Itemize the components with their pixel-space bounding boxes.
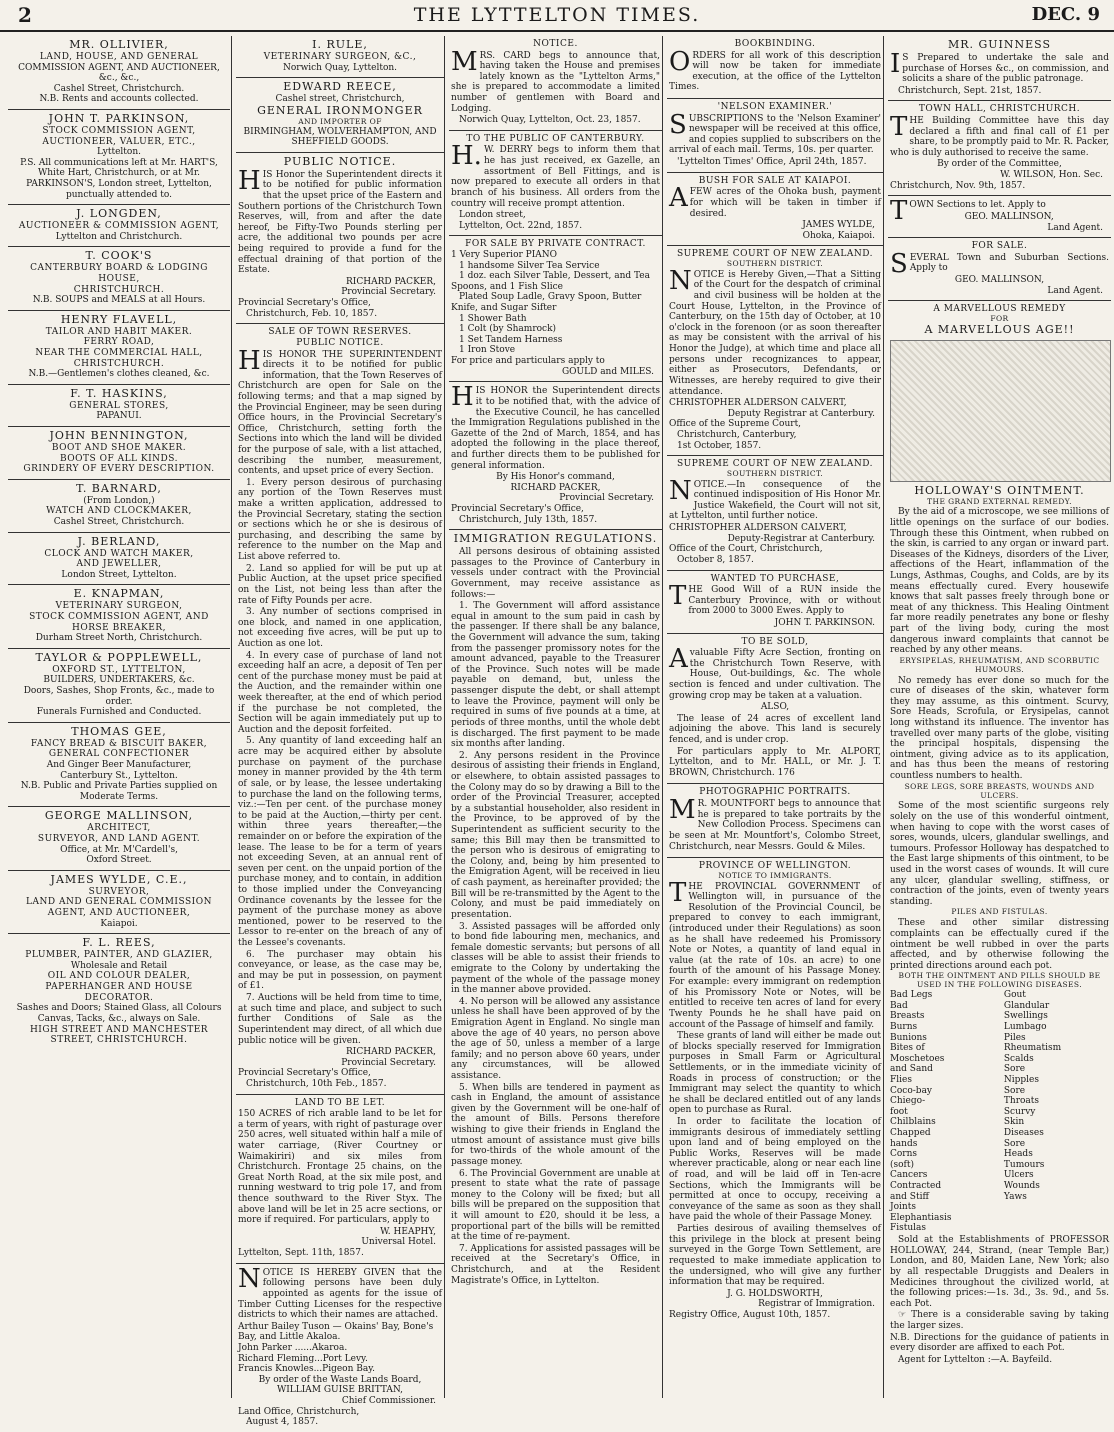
card-line: STOCK COMMISSION AGENT, [42,125,196,136]
disease-item: Scurvy [1003,1106,1036,1117]
card-line: Durham Street North, Christchurch. [35,633,203,644]
disease-item: Contracted and Stiff Joints [890,1181,942,1213]
card-line: Sashes and Doors; Stained Glass, all Colours Canvas, Tacks, &c., always on Sale. [16,1003,222,1024]
disease-item: Sore Heads [1003,1138,1033,1160]
business-card [8,934,230,1049]
card-name: F. T. HASKINS, [70,386,168,400]
card-line: Cashel Street, Christchurch. [53,517,185,528]
disease-item: Sore Throats [1003,1085,1040,1107]
card-line: BUILDERS, UNDERTAKERS, &c. [43,675,195,686]
disease-item: Yaws [1003,1191,1027,1202]
column-2 [231,36,444,1428]
disease-item: Elephantiasis [890,1212,952,1223]
ad-province-of-wellington: PROVINCE OF WELLINGTON. NOTICE TO IMMIGRANTS. THE PROVINCIAL GOVERNMENT of Wellington will, in pursuance of the Resolution of the Provincial Council, be prepared to convey to each immigrant, (introduced under their Regulations) as soon as he shall have redeemed his Promissory Note or Notes, a quantity of land equal in value (at the rate of 10s. an acre) to one fourth of the amount of his Passage Money. For example: every immigrant on redemption of his Promissory Note or Notes, will be entitled to receive ten acres of land for every Twenty Pounds he he shall have paid on account of the Passage of himself and family. These grants of land will either be made out of blocks specially reserved for Immigration purposes in Small Farm or Agricultural Settlements, or in the immediate vicinity of Roads in process of construction; or the Immigrant may select the quantity to which he shall be declared entitled out of any lands open to purchase as Rural. In order to facilitate the location of immigrants desirous of immediately settling upon land and of being employed on the Public Works, Reserves will be made wherever practicable, along or near each line of road, and will be laid off in Ten-acre Sections, which the Immigrants will be permitted at once to occupy, receiving a conveyance of the same as soon as they shall have paid the whole of their Passage Money. Parties desirous of availing themselves of this privilege in the block at present being surveyed in the Gorge Town Settlement, are requested to make immediate application to the undersigned, who will give any further information that may be required. J. G. HOLDSWORTH, Registrar of Immigration. Registry Office, August 10th, 1857. [669,861,881,1320]
card-line: TAILOR AND HABIT MAKER. [45,326,193,337]
card-line: ARCHITECT, [87,823,151,834]
card-line: CHRISTCHURCH. [73,284,165,295]
column-5 [883,36,1111,1398]
disease-item: Chapped hands [890,1127,931,1149]
card-line: P.S. All communications left at Mr. HART'S, White Hart, Christchurch, or at Mr. PARKINSON'S, London street, Lyttelton, punctually attended to. [20,157,218,200]
card-line: GENERAL STORES, [69,400,169,411]
column-4 [662,36,883,1398]
diseases-list [890,990,1109,1234]
ad-supreme-court-1: SUPREME COURT OF NEW ZEALAND. SOUTHERN DISTRICT. NOTICE is Hereby Given,—That a Sitting of the Court for the despatch of criminal and civil business will be holden at the Court House, Lyttelton, in the Province of Canterbury, on the 15th day of October, at 10 o'clock in the forenoon (or as soon thereafter as may be consistent with the arrival of his Honor the Judge), at which time and place all persons under recognizances to appear, either as Prosecutors, Defendants, or Witnesses, are hereby required to give their attendance. CHRISTOPHER ALDERSON CALVERT, Deputy Registrar at Canterbury. Office of the Supreme Court, Christchurch, Canterbury, 1st October, 1857. [667,246,883,456]
ad-for-sale: FOR SALE. SEVERAL Town and Suburban Sections. Apply to GEO. MALLINSON, Land Agent. [888,238,1111,301]
disease-item: Rheumatism [1003,1043,1062,1054]
disease-item: Coco-bay [890,1085,933,1096]
disease-item: Piles [1003,1032,1026,1043]
ad-holloways-ointment: A MARVELLOUS REMEDY FOR A MARVELLOUS AGE!! HOLLOWAY'S OINTMENT. THE GRAND EXTERNAL REMEDY. By the aid of a microscope, we see millions of little openings on the surface of our bodies. Through these this Ointment, when rubbed on the skin, is carried to any organ or inward part. Diseases of the Kidneys, disorders of the Liver, affections of the Heart, inflammation of the Lungs, Asthmas, Coughs, and Colds, are by its means effectually cured. Every housewife knows that salt passes freely through bone or meat of any thickness. This Healing Ointment far more readily penetrates any bone or fleshy part of the living body, curing the most dangerous inward complaints that cannot be reached by any other means. ERYSIPELAS, RHEUMATISM, AND SCORBUTIC HUMOURS. No remedy has ever done so much for the cure of diseases of the skin, whatever form they may assume, as this ointment. Scurvy, Sore Heads, Scrofula, or Erysipelas, cannot long withstand its influence. The inventor has travelled over many parts of the globe, visiting the principal hospitals, dispensing the ointment, giving advice as to its application, and has thus been the means of restoring countless numbers to health. SORE LEGS, SORE BREASTS, WOUNDS AND ULCERS. Some of the most scientific surgeons rely solely on the use of this wonderful ointment, when having to cope with the worst cases of sores, wounds, ulcers, glandular swellings, and tumours. Professor Holloway has despatched to the East large shipments of this ointment, to be used in the worst cases of wounds. It will cure any ulcer, glandular swelling, stiffness, or contraction of the joints, even of twenty years standing. PILES AND FISTULAS. These and other similar distressing complaints can be effectually cured if the ointment be well rubbed in over the parts affected, and by otherwise following the printed directions around each pot. BOTH THE OINTMENT AND PILLS SHOULD BE USED IN THE FOLLOWING DISEASES. Bad Legs Bad Breasts Burns Bunions Bites of Moschetoes and Sand Flies Coco-bay Chiego-foot Chilblains Chapped hands Corns (soft) Cancers Contracted and Stiff Joints Elephantiasis Fistulas Gout Glandular Swellings Lumbago Piles Rheumatism Scalds Sore Nipples Sore Throats Scurvy Skin Diseases Sore Heads Tumours Ulcers Wounds Yaws Sold at the Establishments of PROFESSOR HOLLOWAY, 244, Strand, (near Temple Bar,) London, and 80, Maiden Lane, New York; also by all respectable Druggists and Dealers in Medicines throughout the civilized world, at the following prices:—1s. 3d., 3s. 9d., and 5s. each Pot. ☞ There is a considerable saving by taking the larger sizes. N.B. Directions for the guidance of patients in every disorder are affixed to each Pot. Agent for Lyttelton :—A. Bayfeild. [890,304,1109,1365]
ad-bookbinding: BOOKBINDING. ORDERS for all work of this description will now be taken for immediate execution, at the office of the Lyttelton Times. [667,36,883,99]
card-line: N.B. SOUPS and MEALS at all Hours. [32,295,206,306]
card-line: Cashel Street, Christchurch. [53,83,185,94]
card-line: Kaiapoi. [100,918,138,929]
card-line: PAPANUI. [96,411,142,422]
ad-immigration-notice: HIS HONOR the Superintendent directs it to be notified that, with the advice of the Executive Council, he has cancelled the Immigration Regulations published in the Gazette of the 2nd of March, 1854, and has adopted the following in the place thereof, and further directs them to be published for general information. By His Honor's command, RICHARD PACKER, Provincial Secretary. Provincial Secretary's Office, Christchurch, July 13th, 1857. [449,382,662,530]
card-line: SURVEYOR, [88,886,150,897]
card-line: STOCK COMMISSION AGENT, AND HORSE BREAKER, [29,612,209,633]
card-line: LAND, HOUSE, AND GENERAL [39,51,199,62]
disease-item: Wounds [1003,1181,1040,1192]
card-line: AUCTIONEER, VALUER, ETC., [42,136,196,147]
card-line: NEAR THE COMMERCIAL HALL, [35,348,203,359]
disease-item: Chilblains [890,1117,936,1128]
card-line: N.B.—Gentlemen's clothes cleaned, &c. [28,369,210,380]
disease-item: Bunions [890,1032,927,1043]
card-name: THOMAS GEE, [71,724,167,738]
column-1 [8,36,230,1398]
ad-to-be-sold: TO BE SOLD, Avaluable Fifty Acre Section, fronting on the Christchurch Town Reserve, with House, Out-buildings, &c. The whole section is fenced and under cultivation. The growing crop may be taken at a valuation. ALSO, The lease of 24 acres of excellent land adjoining the above. This land is securely fenced, and is under crop. For particulars apply to Mr. ALPORT, Lyttelton, and to Mr. HALL, or Mr. J. T. BROWN, Christchurch. 176 [667,634,883,785]
card-line: FERRY ROAD, [83,337,155,348]
diseases-left [890,990,995,1234]
card-line: COMMISSION AGENT, AND AUCTIONEER, &c., &c., [18,62,220,84]
card-line: BOOT AND SHOE MAKER. [51,443,187,454]
card-name: JOHN T. PARKINSON, [48,112,190,126]
card-line: Office, at Mr. M'Cardell's, [60,844,178,855]
disease-item: Cancers [890,1170,928,1181]
ad-derry: TO THE PUBLIC OF CANTERBURY. H.W. DERRY begs to inform them that he has just received, ex Gazelle, an assortment of Bell Fittings, and is now prepared to execute all orders in that branch of his business. All orders from the country will receive prompt attention. London street, Lyttelton, Oct. 22nd, 1857. [449,131,662,236]
ad-photographic-portraits: PHOTOGRAPHIC PORTRAITS. MR. MOUNTFORT begs to announce that he is prepared to take portraits by the New Collodion Process. Specimens can be seen at Mr. Mountfort's, Colombo Street, Christchurch, near Messrs. Gould & Miles. [667,784,883,858]
card-line: (From London,) [83,495,155,506]
card-name: J. LONGDEN, [76,207,162,221]
card-line: Lyttelton. [96,147,142,158]
ad-bush-for-sale: BUSH FOR SALE AT KAIAPOI. AFEW acres of the Ohoka bush, payment for which will be taken in timber if desired. JAMES WYLDE, Ohoka, Kaiapoi. [667,173,883,247]
business-card [8,36,230,110]
card-line: GENERAL CONFECTIONER [48,749,190,760]
disease-item: Scalds [1003,1053,1034,1064]
card-name: HENRY FLAVELL, [60,312,178,326]
masthead [0,0,1114,32]
card-line: HIGH STREET AND MANCHESTER STREET, CHRISTCHURCH. [29,1024,209,1046]
card-line: Funerals Furnished and Conducted. [36,707,202,718]
ad-rule: I. RULE, VETERINARY SURGEON, &C., Norwich Quay, Lyttelton. [236,36,444,78]
card-line: GRINDERY OF EVERY DESCRIPTION. [23,464,215,475]
ad-public-notice: PUBLIC NOTICE. HIS Honor the Superintendent directs it to be notified for public information that the upset price of the Eastern and Southern portions of the Christchurch Town Reserves, will, from and after the date hereof, be Fifty-Two Pounds sterling per acre, the additional two pounds per acre being required to provide a fund for the effectual draining of that portion of the Estate. RICHARD PACKER, Provincial Secretary. Provincial Secretary's Office, Christchurch, Feb. 10, 1857. [236,153,444,325]
card-line: PLUMBER, PAINTER, AND GLAZIER, [25,950,213,961]
business-card [8,480,230,533]
newspaper-title: THE LYTTELTON TIMES. [413,4,701,26]
ad-wanted-to-purchase: WANTED TO PURCHASE, THE Good Will of a RUN inside the Canterbury Province, with or without from 2000 to 3000 Ewes. Apply to JOHN T. PARKINSON. [667,571,883,634]
business-card [8,807,230,870]
card-line: AND JEWELLER, [76,559,162,570]
diseases-right [1004,990,1109,1234]
ad-immigration-regulations: IMMIGRATION REGULATIONS. All persons desirous of obtaining assisted passages to the Province of Canterbury in vessels under contract with the Provincial Government, may receive assistance as follows:— 1. The Government will afford assistance equal in amount to the sum paid in cash by the passenger. If there shall be any balance, the Government will advance the sum, taking from the passenger promissory notes for the amount advanced, payable to the Treasurer of the Province. Such notes will be made payable on demand, but, unless the passenger dispute the debt, or shall attempt to leave the Province, payment will only be required in sums of five pounds at a time, at periods of three months, until the whole debt is discharged. The first payment to be made six months after landing. 2. Any persons resident in the Province desirous of assisting their friends in England, or elsewhere, to obtain assisted passages to the Colony may do so by drawing a Bill to the order of the Provincial Treasurer, accepted by a substantial householder, also resident in the Province, to be approved of by the Superintendent as sufficient security to the same; this Bill may then be transmitted to the person who is desirous of emigrating to the Colony, and, being by him presented to the Emigration Agent, will be received in lieu of cash payment, as hereinafter provided; the Bill will be re-transmitted by the Agent to the Colony, and must be paid immediately on presentation. 3. Assisted passages will be afforded only to bond fide labouring men, mechanics, and female domestic servants; but persons of all classes will be able to assist their friends to emigrate to the Colony by undertaking the payment of the whole of the passage money in the manner above provided. 4. No person will be allowed any assistance unless he shall have been approved of by the Emigration Agent in England. No single man above the age of 40 years, no person above the age of 50, unless a member of a large family; and no person above 60 years, under any circumstances, will be allowed assistance. 5. When bills are tendered in payment as cash in England, the amount of assistance given by the Government will be one-half of the amount of Bills. Persons therefore wishing to give their friends in England the utmost amount of assistance must give bills for two-thirds of the whole amount of the passage money. 6. The Provincial Government are unable at present to state what the rate of passage money to the Colony will be fixed; but all bills will be prepared on the supposition that it will amount to £20, should it be less, a proportional part of the bills will be remitted at the time of re-payment. 7. Applications for assisted passages will be received at the Secretary's Office, in Christchurch, and at the Resident Magistrate's Office, in Lyttelton. [451,532,660,1286]
card-line: CLOCK AND WATCH MAKER, [44,548,194,559]
card-line: LAND AND GENERAL COMMISSION AGENT, AND AUCTIONEER, [26,897,212,919]
card-line: N.B. Rents and accounts collected. [39,94,199,105]
ad-reece: EDWARD REECE, Cashel street, Christchurch, GENERAL IRONMONGER AND IMPORTER OF BIRMINGHAM, WOLVERHAMPTON, AND SHEFFIELD GOODS. [236,78,444,153]
business-card [8,247,230,310]
disease-item: Sore Nipples [1003,1064,1039,1085]
card-name: F. L. REES, [82,936,156,950]
card-line: FANCY BREAD & BISCUIT BAKER, [30,738,208,749]
column-3 [444,36,662,1398]
issue-date: DEC. 9 [1031,4,1100,25]
card-line: VETERINARY SURGEON, [55,601,183,612]
ad-nelson-examiner: 'NELSON EXAMINER.' SUBSCRIPTIONS to the 'Nelson Examiner' newspaper will be received at this office, and copies supplied to subscribers on the arrival of each mail. Terms, 10s. per quarter. 'Lyttelton Times' Office, April 24th, 1857. [667,99,883,173]
card-line: CHRISTCHURCH. [73,358,165,369]
card-line: Doors, Sashes, Shop Fronts, &c., made to order. [23,686,215,707]
card-name: T. BARNARD, [76,481,162,495]
ad-supreme-court-2: SUPREME COURT OF NEW ZEALAND. SOUTHERN DISTRICT. NOTICE.—In consequence of the continued indisposition of His Honor Mr. Justice Wakefield, the Court will not sit, at Lyttelton, until further notice. CHRISTOPHER ALDERSON CALVERT, Deputy-Registrar at Canterbury. Office of the Court, Christchurch, October 8, 1857. [667,456,883,570]
disease-item: Glandular Swellings [1003,1000,1050,1022]
disease-item: Ulcers [1003,1170,1034,1181]
ad-mrs-card: NOTICE. MRS. CARD begs to announce that, having taken the House and premises lately known as the "Lyttelton Arms," she is prepared to accommodate a limited number of gentlemen with Board and Lodging. Norwich Quay, Lyttelton, Oct. 23, 1857. [449,36,662,131]
disease-item: Bad Breasts [890,1000,925,1022]
disease-item: Skin Diseases [1003,1117,1044,1138]
card-name: T. COOK'S [85,249,153,263]
business-card [8,871,230,934]
card-name: TAYLOR & POPPLEWELL, [35,650,203,664]
ad-town-reserves: SALE OF TOWN RESERVES. PUBLIC NOTICE. HIS HONOR THE SUPERINTENDENT directs it to be notified for public information, that the Town Reserves of Christchurch are open for Sale on the following terms; and that a map signed by the Provincial Engineer, may be seen during Office hours, in the Provincial Secretary's Office, Christchurch, setting forth the Sections into which the land will be divided for the purpose of sale, with a list attached, describing the number, measurement, contents, and upset price of every Section. 1. Every person desirous of purchasing any portion of the Town Reserves must make a written application, addressed to the Provincial Secretary, stating the section or sections which he or she is desirous of purchasing, and describing the same by reference to the number on the Map and List above referred to. 2. Land so applied for will be put up at Public Auction, at the upset price specified on the List, not being less than after the rate of Fifty Pounds per acre. 3. Any number of sections comprised in one block, and named in one application, not exceeding five acres, will be put up to Auction as one lot. 4. In every case of purchase of land not exceeding half an acre, a deposit of Ten per cent of the purchase money must be paid at the Auction, and the remainder within one week thereafter, at the end of which period if the purchase be not completed, the Section will be again immediately put up to Auction and the deposit forfeited. 5. Any quantity of land exceeding half an acre may be acquired either by absolute purchase on payment of the purchase money in manner provided by the 4th term of sale, or by lease, the lessee undertaking to purchase the land on the following terms, viz.:—Ten per cent. of the purchase money to be paid at the Auction,—thirty per cent. within three years thereafter,—the remainder on or before the expiration of the lease. The lease to be for a term of years not exceeding Seven, at an annual rent of seven per cent. on the unpaid portion of the purchase money, and to contain, in addition to those implied under the Conveyancing Ordinance covenants by the lessee for the payment of the purchase money as above mentioned, power to be reserved to the Lessor to re-enter on the breach of any of the Lessee's covenants. 6. The purchaser may obtain his conveyance, or lease, as the case may be, and may be put in possession, on payment of £1. 7. Auctions will be held from time to time, at such time and place, and subject to such further Conditions of Sale as the Superintendent may direct, of all which due public notice will be given. RICHARD PACKER, Provincial Secretary. Provincial Secretary's Office, Christchurch, 10th Feb., 1857. [236,324,444,1094]
card-name: JAMES WYLDE, C.E., [50,872,188,886]
business-card [8,723,230,808]
card-line: Wholesale and Retail [70,960,168,971]
card-line: SURVEYOR, AND LAND AGENT. [37,834,201,845]
card-line: AUCTIONEER & COMMISSION AGENT, [18,221,220,232]
card-line: London Street, Lyttelton. [61,569,177,580]
card-line: OXFORD ST., LYTTELTON, [52,664,186,675]
disease-item: Gout [1003,990,1026,1001]
card-name: E. KNAPMAN, [73,587,165,601]
card-line: N.B. Public and Private Parties supplied on Moderate Terms. [20,781,218,802]
card-name: MR. OLLIVIER, [69,38,169,51]
business-card [8,205,230,247]
disease-item: Tumours [1003,1159,1045,1170]
disease-item: Bad Legs [890,990,933,1001]
disease-item: Corns (soft) [890,1149,918,1170]
ad-town-sections: TOWN Sections to let. Apply to GEO. MALLINSON, Land Agent. [888,196,1111,238]
card-line: WATCH AND CLOCKMAKER, [46,506,192,517]
business-card [8,585,230,648]
card-line: And Ginger Beer Manufacturer, [46,760,192,771]
ad-town-hall: TOWN HALL, CHRISTCHURCH. THE Building Committee have this day declared a fifth and final call of £1 per share, to be promptly paid to Mr. R. Packer, who is duly authorised to receive the same. By order of the Committee, W. WILSON, Hon. Sec. Christchurch, Nov. 9th, 1857. [888,101,1111,196]
ad-timber-licenses: NOTICE IS HEREBY GIVEN that the following persons have been duly appointed as agents for the issue of Timber Cutting Licenses for the respective districts to which their names are attached. Arthur Bailey Tuson — Okains' Bay, Bone's Bay, and Little Akaloa. John Parker ......Akaroa. Richard Fleming...Port Levy. Francis Knowles...Pigeon Bay. By order of the Waste Lands Board, WILLIAM GUISE BRITTAN, Chief Commissioner. Land Office, Christchurch, August 4, 1857. [238,1263,442,1428]
ad-land-to-let: LAND TO BE LET. 150 ACRES of rich arable land to be let for a term of years, with right of pasturage over 250 acres, well situated within half a mile of water carriage, (River Courtney or Waimakiriri) and six miles from Christchurch. Frontage 25 chains, on the Great North Road, at the six mile post, and running westward to trig pole 17, and from thence southward to the River Styx. The above land will be let in 25 acre sections, or more if required. For particulars, apply to W. HEAPHY, Universal Hotel. Lyttelton, Sept. 11th, 1857. [236,1095,444,1264]
ad-guinness: MR. GUINNESS IS Prepared to undertake the sale and purchase of Horses &c., on commission, and solicits a share of the public patronage. Christchurch, Sept. 21st, 1857. [888,36,1111,101]
ad-private-contract: FOR SALE BY PRIVATE CONTRACT. 1 Very Superior PIANO 1 handsome Silver Tea Service 1 doz. each Silver Table, Dessert, and Tea Spoons, and 1 Fish Slice Plated Soup Ladle, Gravy Spoon, Butter Knife, and Sugar Sifter 1 Shower Bath 1 Colt (by Shamrock) 1 Set Tandem Harness 1 Iron Stove For price and particulars apply to GOULD and MILES. [449,236,662,382]
business-card [8,311,230,385]
card-name: J. BERLAND, [77,534,161,548]
card-line: OIL AND COLOUR DEALER, [47,971,191,982]
card-name: JOHN BENNINGTON, [49,429,189,443]
card-line: Lyttelton and Christchurch. [55,231,183,242]
business-card [8,533,230,586]
business-card [8,110,230,205]
card-name: GEORGE MALLINSON, [44,809,194,823]
disease-item: Lumbago [1003,1021,1047,1032]
card-line: Canterbury St., Lyttelton. [60,770,178,781]
disease-item: Burns [890,1021,918,1032]
engraving-illustration [890,340,1111,482]
business-card [8,649,230,723]
card-line: PAPERHANGER AND HOUSE DECORATOR. [45,982,193,1003]
card-line: BOOTS OF ALL KINDS. [60,453,178,464]
business-card [8,385,230,427]
business-card [8,427,230,480]
card-line: CANTERBURY BOARD & LODGING HOUSE, [30,263,208,285]
card-line: Oxford Street. [86,855,152,866]
disease-item: Chiego-foot [890,1096,926,1117]
disease-item: Fistulas [890,1223,927,1234]
disease-item: Bites of Moschetoes and Sand Flies [890,1043,945,1085]
page-number: 2 [18,3,32,27]
